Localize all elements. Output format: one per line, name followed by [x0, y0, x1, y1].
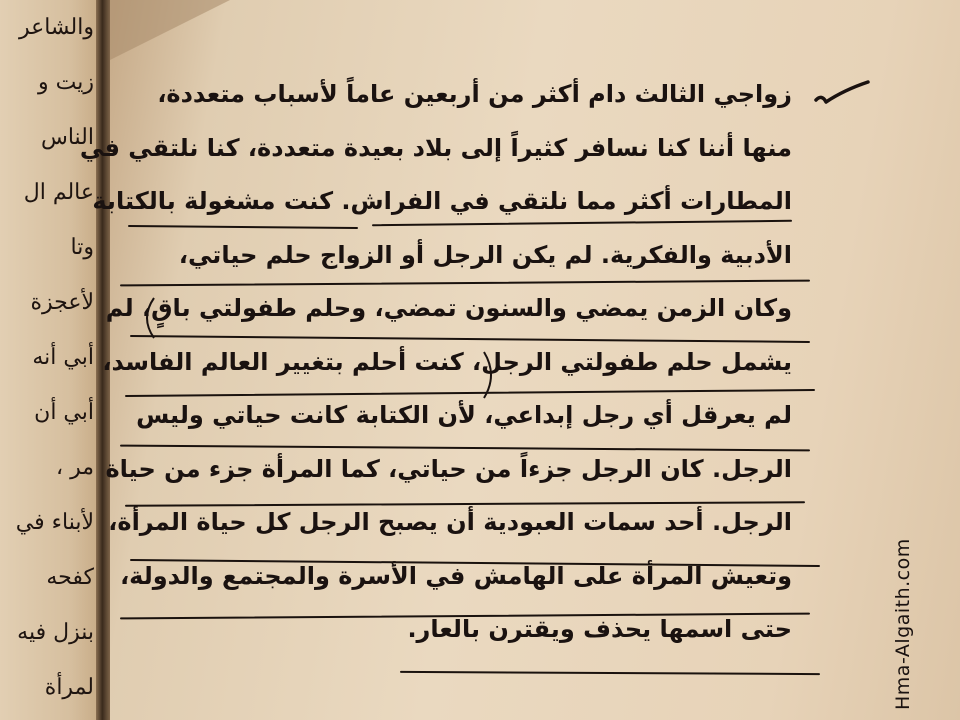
- left-page-line: بنزل فيه: [17, 620, 94, 645]
- text-line-7: لم يعرقل أي رجل إبداعي، لأن الكتابة كانت حياتي وليس: [136, 401, 792, 429]
- text-line-2: منها أننا كنا نسافر كثيراً إلى بلاد بعيدة متعددة، كنا نلتقي في: [79, 133, 792, 162]
- text-line-1: زواجي الثالث دام أكثر من أربعين عاماً لأسباب متعددة،: [157, 80, 792, 108]
- left-page-line: لمرأة: [44, 675, 94, 700]
- left-page-line: الناس: [40, 125, 94, 150]
- text-line-10: وتعيش المرأة على الهامش في الأسرة والمجتمع والدولة،: [120, 561, 792, 590]
- left-page-line: زيت و: [38, 70, 94, 95]
- left-page-line: أبي أنه: [32, 345, 94, 370]
- check-mark-icon: [814, 80, 870, 106]
- website-watermark: Hma-Algaith.com: [892, 538, 914, 710]
- left-page: [0, 0, 100, 720]
- text-line-5: وكان الزمن يمضي والسنون تمضي، وحلم طفولتي باقٍ، لم: [105, 294, 792, 322]
- left-page-line: عالم ال: [23, 180, 94, 205]
- page-corner-fold: [110, 0, 230, 60]
- left-page-line: مر ،: [55, 455, 94, 480]
- pen-bracket: [480, 350, 500, 400]
- left-page-text: [0, 0, 94, 715]
- left-page-line: لأعجزة: [30, 290, 94, 315]
- text-line-3: المطارات أكثر مما نلتقي في الفراش. كنت مشغولة بالكتابة: [92, 187, 792, 215]
- left-page-line: وتا: [70, 235, 94, 260]
- left-page-line: لأبناء في: [15, 510, 94, 535]
- left-page-line: أبي أن: [34, 400, 94, 425]
- text-line-8: الرجل. كان الرجل جزءاً من حياتي، كما المرأة جزء من حياة: [105, 454, 792, 483]
- text-line-11: حتى اسمها يحذف ويقترن بالعار.: [407, 615, 792, 643]
- left-page-line: كفحه: [46, 565, 94, 590]
- pen-bracket: [138, 296, 158, 340]
- text-line-4: الأدبية والفكرية. لم يكن الرجل أو الزواج حلم حياتي،: [178, 240, 792, 269]
- text-line-9: الرجل. أحد سمات العبودية أن يصبح الرجل كل حياة المرأة،: [108, 508, 792, 536]
- left-page-line: والشاعر: [18, 15, 94, 40]
- text-line-6: يشمل حلم طفولتي الرجل، كنت أحلم بتغيير العالم الفاسد،: [102, 347, 792, 376]
